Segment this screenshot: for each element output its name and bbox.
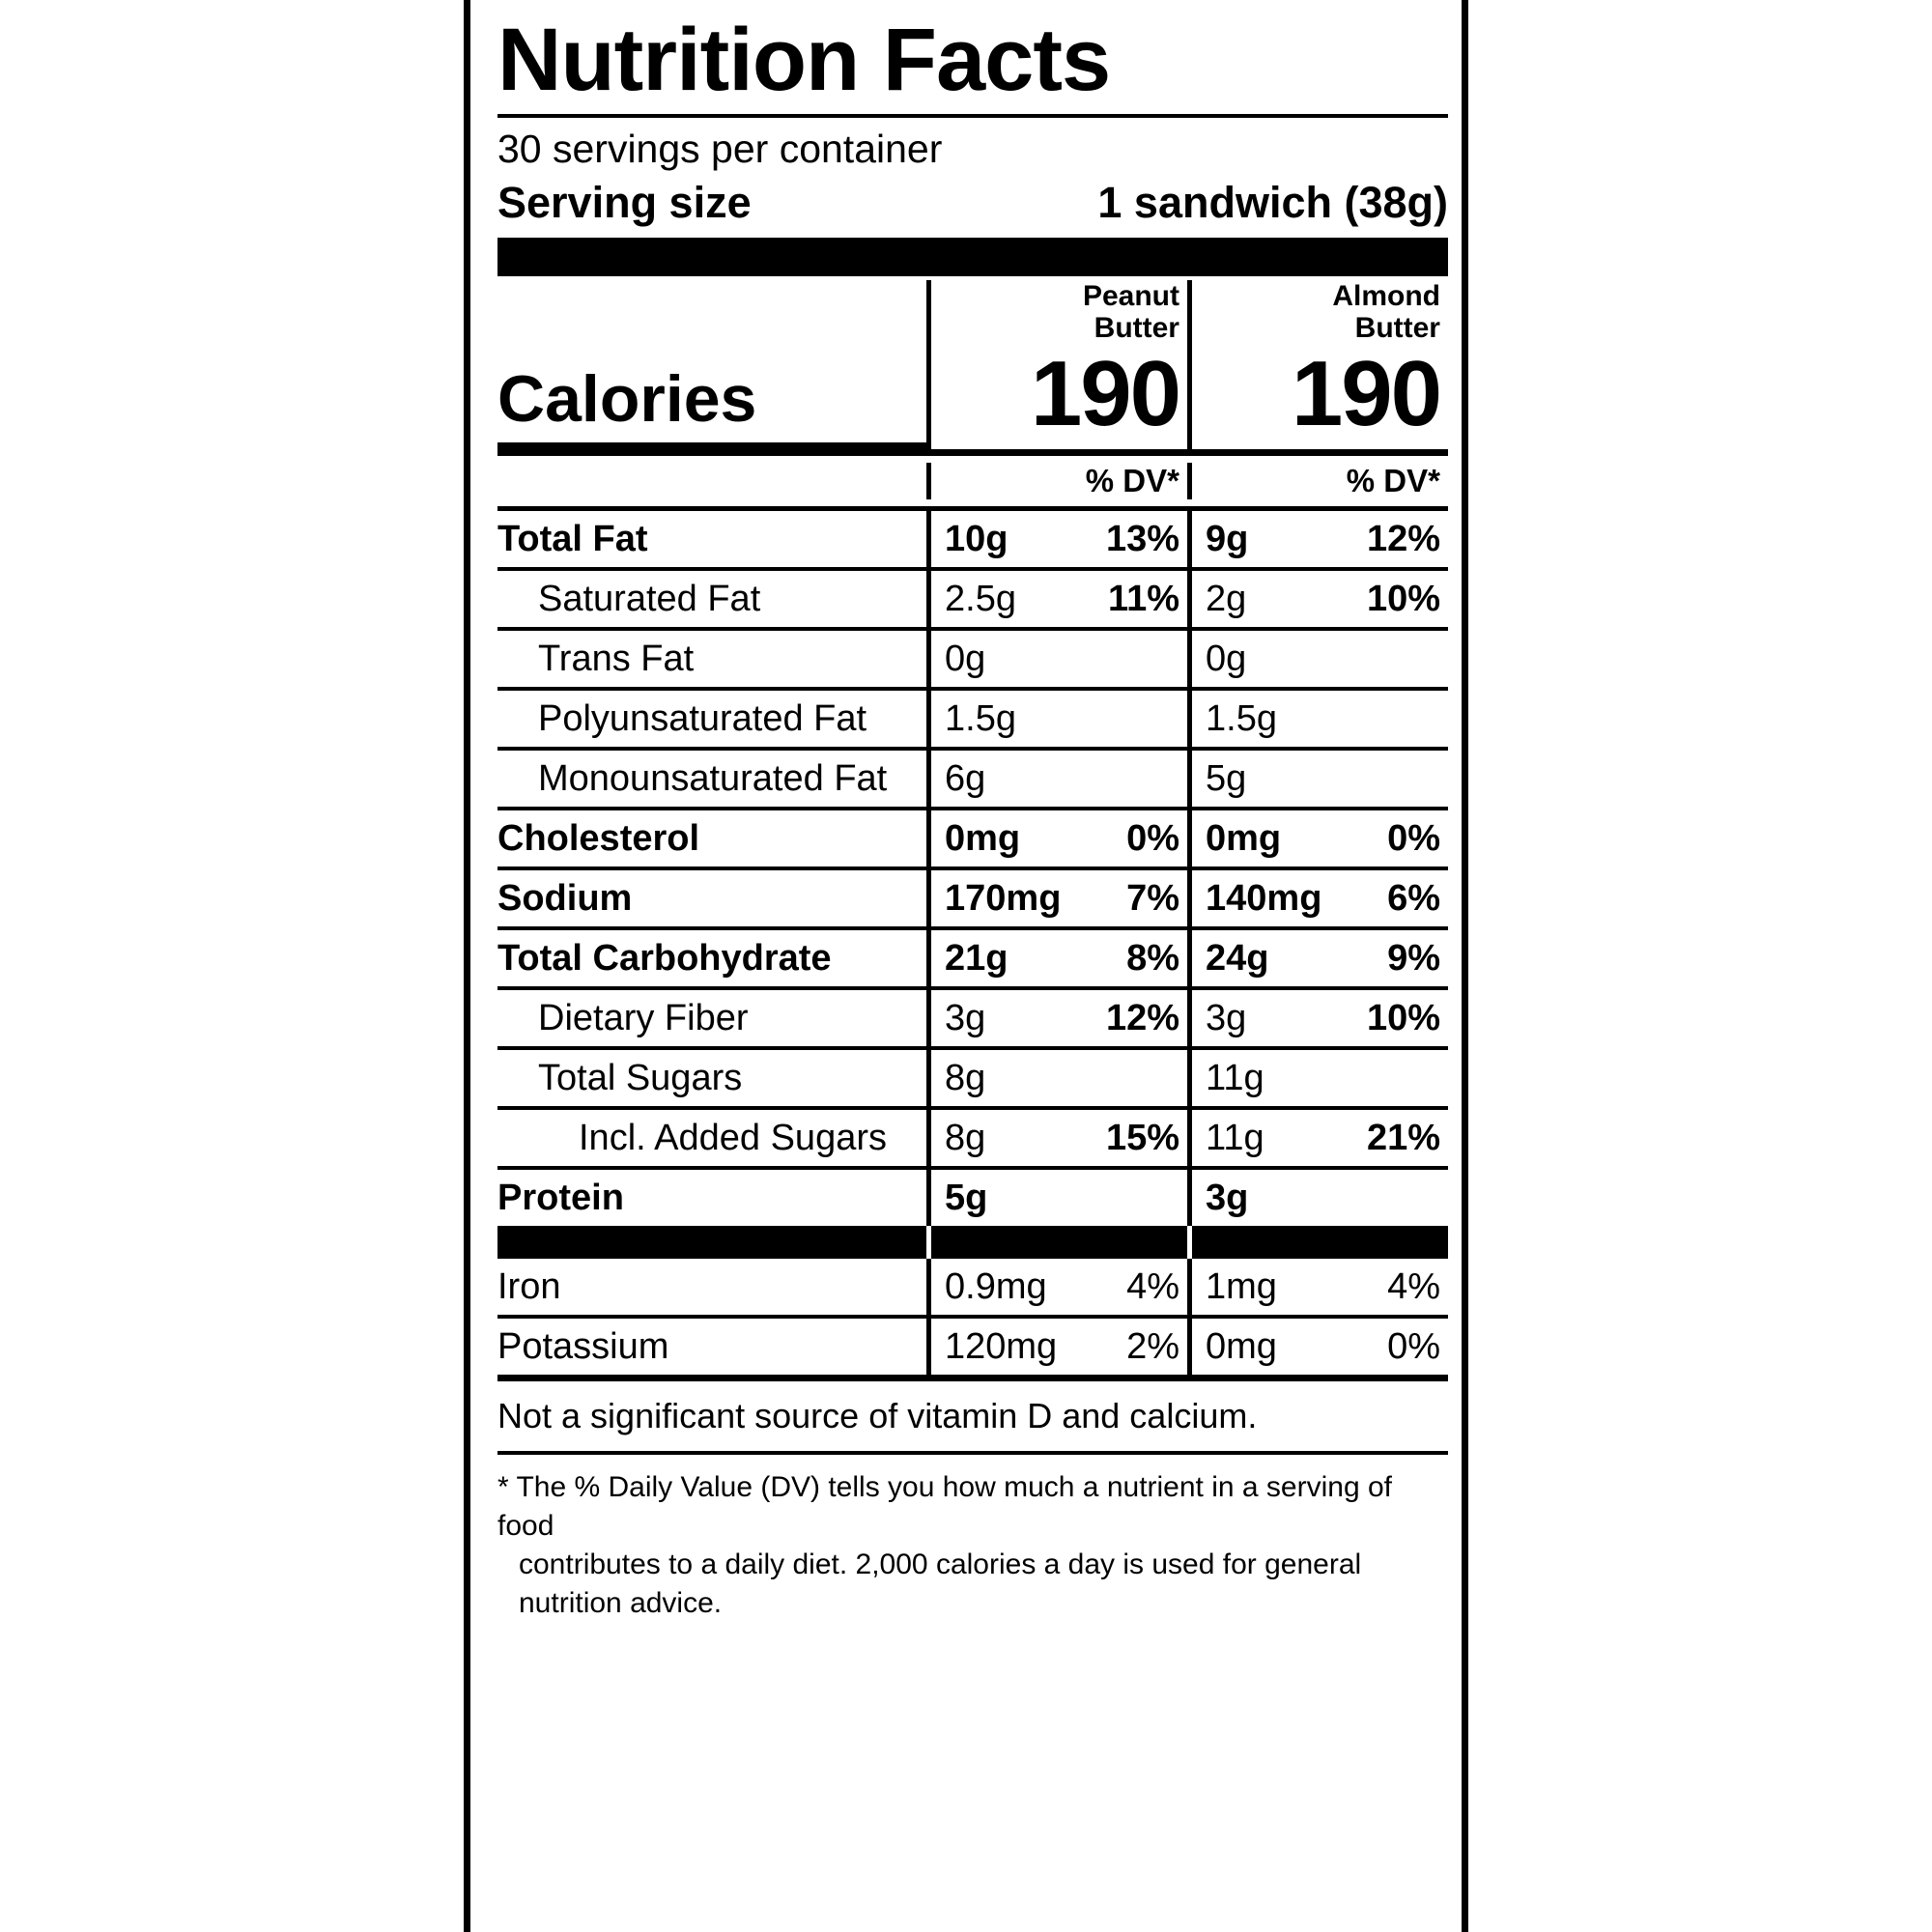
vitamin-name: Iron	[497, 1265, 561, 1307]
serving-size-value: 1 sandwich (38g)	[1097, 178, 1448, 227]
nutrient-name: Total Fat	[497, 519, 648, 559]
nutrient-amount: 10g	[945, 518, 1009, 559]
nutrient-amount: 8g	[945, 1117, 986, 1158]
table-row	[497, 807, 1448, 867]
nutrient-grid	[497, 276, 1448, 1381]
nutrient-amount: 0g	[1206, 638, 1247, 679]
nutrient-almond-butter	[1187, 870, 1448, 926]
nutrient-peanut-butter	[926, 810, 1187, 867]
vitamin-amount: 120mg	[945, 1325, 1058, 1367]
nutrient-percent: 9%	[1387, 937, 1440, 979]
nutrient-amount: 21g	[945, 937, 1009, 979]
nutrient-amount: 0mg	[1206, 817, 1282, 859]
nutrient-name: Total Sugars	[538, 1058, 743, 1098]
nutrient-percent: 10%	[1366, 997, 1440, 1038]
nutrient-almond-butter	[1187, 511, 1448, 567]
vitamin-peanut-butter	[926, 1259, 1187, 1315]
nutrient-almond-butter	[1187, 631, 1448, 687]
nutrient-peanut-butter	[926, 1050, 1187, 1106]
nutrient-percent: 8%	[1126, 937, 1179, 979]
vitamin-almond-butter	[1187, 1259, 1448, 1315]
daily-value-header-row	[497, 456, 1448, 506]
nutrient-peanut-butter	[926, 511, 1187, 567]
nutrient-amount: 1.5g	[1206, 697, 1277, 739]
calories-underline	[497, 442, 1448, 456]
dv-header-almond-butter: % DV*	[1346, 463, 1440, 498]
nutrient-peanut-butter	[926, 990, 1187, 1046]
not-significant-source-note: Not a significant source of vitamin D and calcium.	[497, 1381, 1448, 1455]
nutrient-peanut-butter	[926, 571, 1187, 627]
dv-header-peanut-butter-cell	[926, 463, 1187, 499]
header-thick-band	[497, 238, 1448, 276]
table-row	[497, 1315, 1448, 1375]
calories-value-peanut-butter-cell	[926, 342, 1187, 445]
column-header-peanut-butter	[926, 280, 1187, 348]
column-header-row	[497, 276, 1448, 348]
vitamin-percent: 2%	[1126, 1325, 1179, 1367]
nutrient-name: Incl. Added Sugars	[579, 1118, 887, 1158]
nutrient-amount: 11g	[1206, 1117, 1264, 1158]
nutrient-almond-butter	[1187, 751, 1448, 807]
nutrient-amount: 11g	[1206, 1057, 1264, 1098]
vitamin-amount: 0.9mg	[945, 1265, 1047, 1307]
nutrient-almond-butter	[1187, 810, 1448, 867]
dv-header-peanut-butter: % DV*	[1085, 463, 1179, 498]
nutrient-name: Polyunsaturated Fat	[538, 698, 867, 739]
nutrient-amount: 1.5g	[945, 697, 1016, 739]
nutrient-amount: 3g	[945, 997, 986, 1038]
table-row	[497, 627, 1448, 687]
column-header-peanut-butter-line2: Butter	[1094, 312, 1179, 344]
nutrient-amount: 0g	[945, 638, 986, 679]
nutrient-amount: 24g	[1206, 937, 1269, 979]
nutrient-amount: 8g	[945, 1057, 986, 1098]
nutrient-peanut-butter	[926, 930, 1187, 986]
vitamin-amount: 0mg	[1206, 1325, 1277, 1367]
calories-value-almond-butter-cell	[1187, 342, 1448, 445]
nutrient-peanut-butter	[926, 870, 1187, 926]
nutrient-name: Sodium	[497, 878, 633, 919]
footnote-line-2: contributes to a daily diet. 2,000 calories a day is used for general nutrition advice.	[519, 1548, 1362, 1619]
nutrient-amount: 2.5g	[945, 578, 1016, 619]
vitamin-percent: 4%	[1126, 1265, 1179, 1307]
table-row	[497, 687, 1448, 747]
column-header-peanut-butter-line1: Peanut	[1082, 280, 1179, 312]
nutrient-almond-butter	[1187, 1170, 1448, 1226]
column-header-almond-butter-line1: Almond	[1332, 280, 1440, 312]
nutrient-name: Cholesterol	[497, 818, 700, 859]
nutrition-facts-panel	[464, 0, 1468, 1932]
nutrient-percent: 10%	[1366, 578, 1440, 619]
nutrient-name: Protein	[497, 1178, 624, 1218]
calories-value-peanut-butter: 190	[1030, 342, 1179, 445]
daily-value-footnote	[497, 1455, 1448, 1623]
nutrient-name: Dietary Fiber	[538, 998, 749, 1038]
nutrient-percent: 12%	[1105, 997, 1179, 1038]
column-header-almond-butter	[1187, 280, 1448, 348]
table-row	[497, 1259, 1448, 1315]
vitamin-percent: 0%	[1387, 1325, 1440, 1367]
calories-label: Calories	[497, 362, 757, 436]
vitamin-amount: 1mg	[1206, 1265, 1277, 1307]
nutrient-percent: 12%	[1366, 518, 1440, 559]
nutrient-almond-butter	[1187, 691, 1448, 747]
calories-value-almond-butter: 190	[1291, 342, 1440, 445]
nutrient-amount: 5g	[1206, 757, 1247, 799]
calories-row	[497, 342, 1448, 445]
nutrient-almond-butter	[1187, 930, 1448, 986]
nutrient-peanut-butter	[926, 751, 1187, 807]
nutrient-percent: 0%	[1126, 817, 1179, 859]
grid-bottom-divider	[497, 1375, 1448, 1381]
servings-per-container: 30 servings per container	[497, 127, 943, 171]
section-divider-band	[497, 1226, 1448, 1259]
nutrient-almond-butter	[1187, 990, 1448, 1046]
table-row	[497, 926, 1448, 986]
nutrient-amount: 3g	[1206, 997, 1247, 1038]
nutrient-amount: 170mg	[945, 877, 1062, 919]
vitamin-name: Potassium	[497, 1325, 669, 1367]
nutrient-percent: 15%	[1105, 1117, 1179, 1158]
nutrient-name: Total Carbohydrate	[497, 938, 832, 979]
nutrient-almond-butter	[1187, 1050, 1448, 1106]
table-row	[497, 1106, 1448, 1166]
nutrient-amount: 0mg	[945, 817, 1021, 859]
nutrient-amount: 140mg	[1206, 877, 1322, 919]
nutrient-amount: 5g	[945, 1177, 988, 1218]
vitamin-percent: 4%	[1387, 1265, 1440, 1307]
nutrient-name: Saturated Fat	[538, 579, 761, 619]
nutrient-amount: 6g	[945, 757, 986, 799]
nutrient-name: Trans Fat	[538, 639, 695, 679]
nutrient-almond-butter	[1187, 1110, 1448, 1166]
nutrient-peanut-butter	[926, 1170, 1187, 1226]
nutrient-percent: 13%	[1105, 518, 1179, 559]
table-row	[497, 567, 1448, 627]
table-row	[497, 867, 1448, 926]
nutrient-peanut-butter	[926, 691, 1187, 747]
nutrient-percent: 7%	[1126, 877, 1179, 919]
column-header-almond-butter-line2: Butter	[1354, 312, 1440, 344]
nutrient-amount: 2g	[1206, 578, 1247, 619]
table-row	[497, 986, 1448, 1046]
nutrient-amount: 3g	[1206, 1177, 1249, 1218]
nutrient-percent: 21%	[1366, 1117, 1440, 1158]
page-title: Nutrition Facts	[497, 11, 1111, 109]
nutrient-almond-butter	[1187, 571, 1448, 627]
table-row	[497, 1046, 1448, 1106]
nutrient-peanut-butter	[926, 631, 1187, 687]
serving-size-row	[497, 176, 1448, 238]
vitamin-almond-butter	[1187, 1319, 1448, 1375]
nutrient-percent: 11%	[1108, 578, 1179, 619]
nutrient-peanut-butter	[926, 1110, 1187, 1166]
nutrient-percent: 0%	[1387, 817, 1440, 859]
table-row	[497, 506, 1448, 567]
dv-header-almond-butter-cell	[1187, 463, 1448, 499]
serving-size-label: Serving size	[497, 178, 752, 227]
nutrient-name: Monounsaturated Fat	[538, 758, 888, 799]
table-row	[497, 747, 1448, 807]
nutrient-amount: 9g	[1206, 518, 1249, 559]
footnote-line-1: * The % Daily Value (DV) tells you how much a nutrient in a serving of food	[497, 1471, 1392, 1542]
table-row	[497, 1166, 1448, 1226]
vitamin-peanut-butter	[926, 1319, 1187, 1375]
nutrient-percent: 6%	[1387, 877, 1440, 919]
